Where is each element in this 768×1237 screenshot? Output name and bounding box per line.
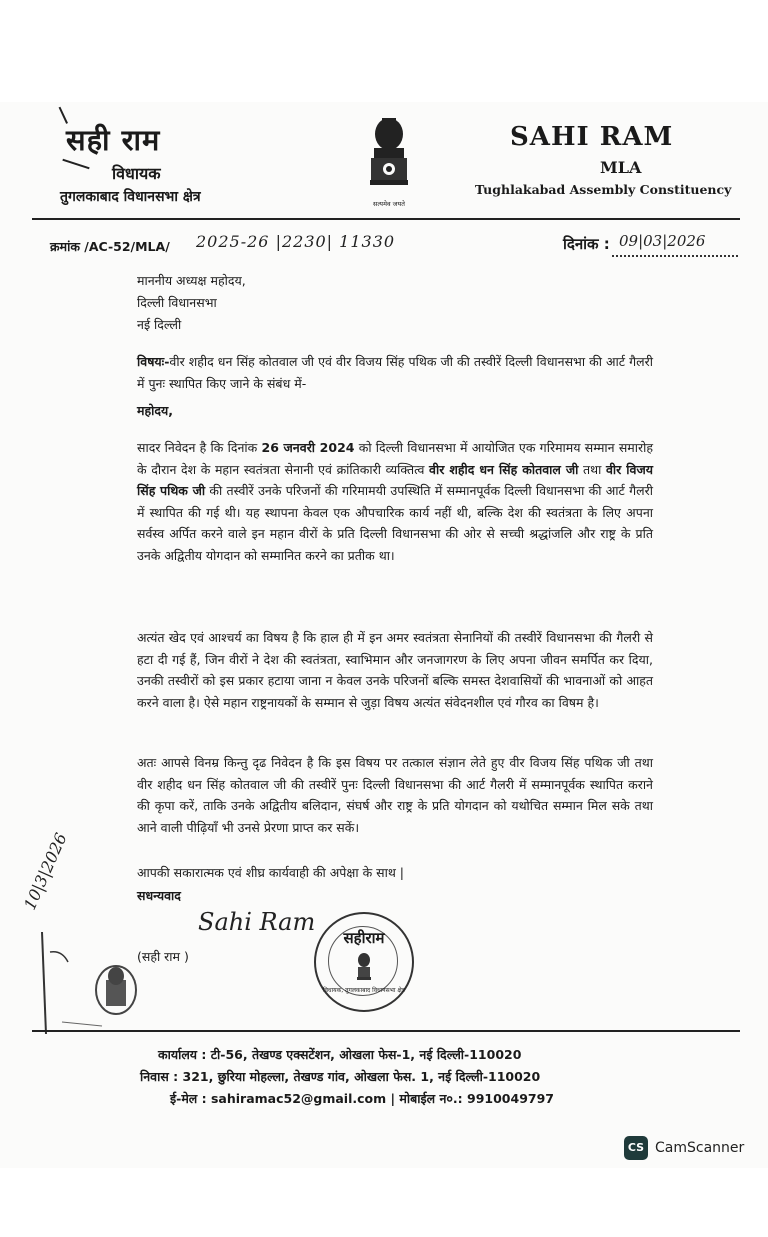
text-run: सादर निवेदन है कि दिनांक (137, 440, 262, 455)
official-seal (314, 912, 414, 1012)
signatory-name: (सही राम ) (137, 949, 189, 964)
english-name: SAHI RAM (510, 122, 674, 152)
emblem-motto: सत्यमेव जयते (373, 200, 405, 208)
event-date: 26 जनवरी 2024 (261, 440, 355, 455)
addressee-line: दिल्ली विधानसभा (137, 295, 217, 310)
hindi-constituency: तुगलकाबाद विधानसभा क्षेत्र (60, 189, 201, 205)
signature: Sahi Ram (198, 908, 316, 936)
paragraph-1 (137, 437, 653, 566)
top-margin (0, 0, 768, 102)
received-date: 10|3|2026 (20, 830, 71, 913)
thanks: सधन्यवाद (137, 888, 181, 903)
footer-divider (32, 1030, 740, 1032)
subject (137, 351, 653, 394)
text-run: को दिल्ली विधानसभा में आयोजित एक गरिमामय सम्मान समारोह के दौरान देश के महान स्वतंत्रता सेनानी एवं क्रांतिकारी व्यक्तित्व (137, 440, 653, 477)
freedom-fighter-name: वीर शहीद धन सिंह कोतवाल जी (429, 461, 579, 477)
subject-text: वीर शहीद धन सिंह कोतवाल जी एवं वीर विजय सिंह पथिक जी की तस्वीरें दिल्ली विधानसभा की आर्ट गैलरी में पुनः स्थापित किए जाने के संबंध में- (137, 354, 653, 391)
hindi-designation: विधायक (112, 164, 161, 183)
english-designation: MLA (600, 158, 642, 177)
office-address: कार्यालय : टी-56, तेखण्ड एक्सटेंशन, ओखला फेस-1, नई दिल्ली-110020 (158, 1047, 522, 1062)
received-stamp (32, 922, 148, 1042)
seal-text: सहीराम (343, 929, 385, 947)
date-underline (612, 255, 738, 257)
header-divider (32, 218, 740, 220)
hindi-name: सही राम (66, 123, 161, 157)
seal-emblem-icon (354, 952, 374, 982)
paragraph-3: अतः आपसे विनम्र किन्तु दृढ निवेदन है कि इस विषय पर तत्काल संज्ञान लेते हुए वीर विजय सिंह पथिक जी तथा वीर शहीद धन सिंह कोतवाल जी की तस्वीरें पुनः दिल्ली विधानसभा की आर्ट गैलरी में सम्मानपूर्वक स्थापित कराने की कृपा करें, ताकि उनके अद्वितीय बलिदान, संघर्ष और राष्ट्र के प्रति योगदान को यथोचित सम्मान मिल सके तथा आने वाली पीढ़ियाँ भी उनसे प्रेरणा प्राप्त कर सकें। (137, 755, 653, 835)
national-emblem-icon (358, 112, 420, 212)
seal-subtext: विधायक, तुगलकाबाद विधानसभा क्षेत्र (323, 987, 405, 994)
camscanner-label: CamScanner (655, 1140, 745, 1156)
date-label: दिनांक : (563, 235, 610, 253)
salutation: महोदय, (137, 403, 173, 418)
reference-label: क्रमांक /AC-52/MLA/ (50, 239, 170, 254)
addressee-line: नई दिल्ली (137, 317, 182, 332)
reference-number: 2025-26 |2230| 11330 (196, 232, 396, 251)
english-constituency: Tughlakabad Assembly Constituency (475, 182, 732, 197)
text-run: तथा (578, 461, 606, 477)
text-run: की तस्वीरें उनके परिजनों की गरिमामयी उपस्थिति में सम्मानपूर्वक दिल्ली विधानसभा की आर्ट गैलरी में स्थापित की गई थी। यह स्थापना केवल एक औपचारिक कार्य नहीं थी, बल्कि देश की स्वतंत्रता के लिए अपना सर्वस्व अर्पित करने वाले इन महान वीरों के प्रति दिल्ली विधानसभा की ओर से सच्ची श्रद्धांजलि और राष्ट्र के प्रति उनके अद्वितीय योगदान को सम्मानित करने का प्रतीक था। (137, 483, 653, 563)
addressee-line: माननीय अध्यक्ष महोदय, (137, 273, 246, 288)
paragraph-2: अत्यंत खेद एवं आश्चर्य का विषय है कि हाल ही में इन अमर स्वतंत्रता सेनानियों की तस्वीरें विधानसभा की गैलरी से हटा दी गई हैं, जिन वीरों ने देश की स्वतंत्रता, स्वाभिमान और जनजागरण के लिए अपना जीवन समर्पित कर दिया, उनकी तस्वीरों को इस प्रकार हटाया जाना न केवल उनके परिजनों बल्कि समस्त देशवासियों की भावनाओं को आहत करने वाला है। ऐसे महान राष्ट्रनायकों के सम्मान से जुड़ा विषय अत्यंत संवेदनशील एवं गौरव का विषम है। (137, 630, 653, 710)
letter-date: 09|03|2026 (619, 232, 706, 250)
residence-address: निवास : 321, छुरिया मोहल्ला, तेखण्ड गांव, ओखला फेस. 1, नई दिल्ली-110020 (140, 1069, 541, 1084)
camscanner-logo-icon: CS (624, 1136, 648, 1160)
freedom-fighter-name: वीर विजय सिंह पथिक जी (137, 461, 653, 498)
closing-line: आपकी सकारात्मक एवं शीघ्र कार्यवाही की अपेक्षा के साथ | (137, 865, 405, 880)
bottom-margin (0, 1168, 768, 1237)
subject-label: विषयः- (137, 354, 170, 369)
contact-info: ई-मेल : sahiramac52@gmail.com | मोबाईल न०.: 9910049797 (170, 1091, 554, 1106)
